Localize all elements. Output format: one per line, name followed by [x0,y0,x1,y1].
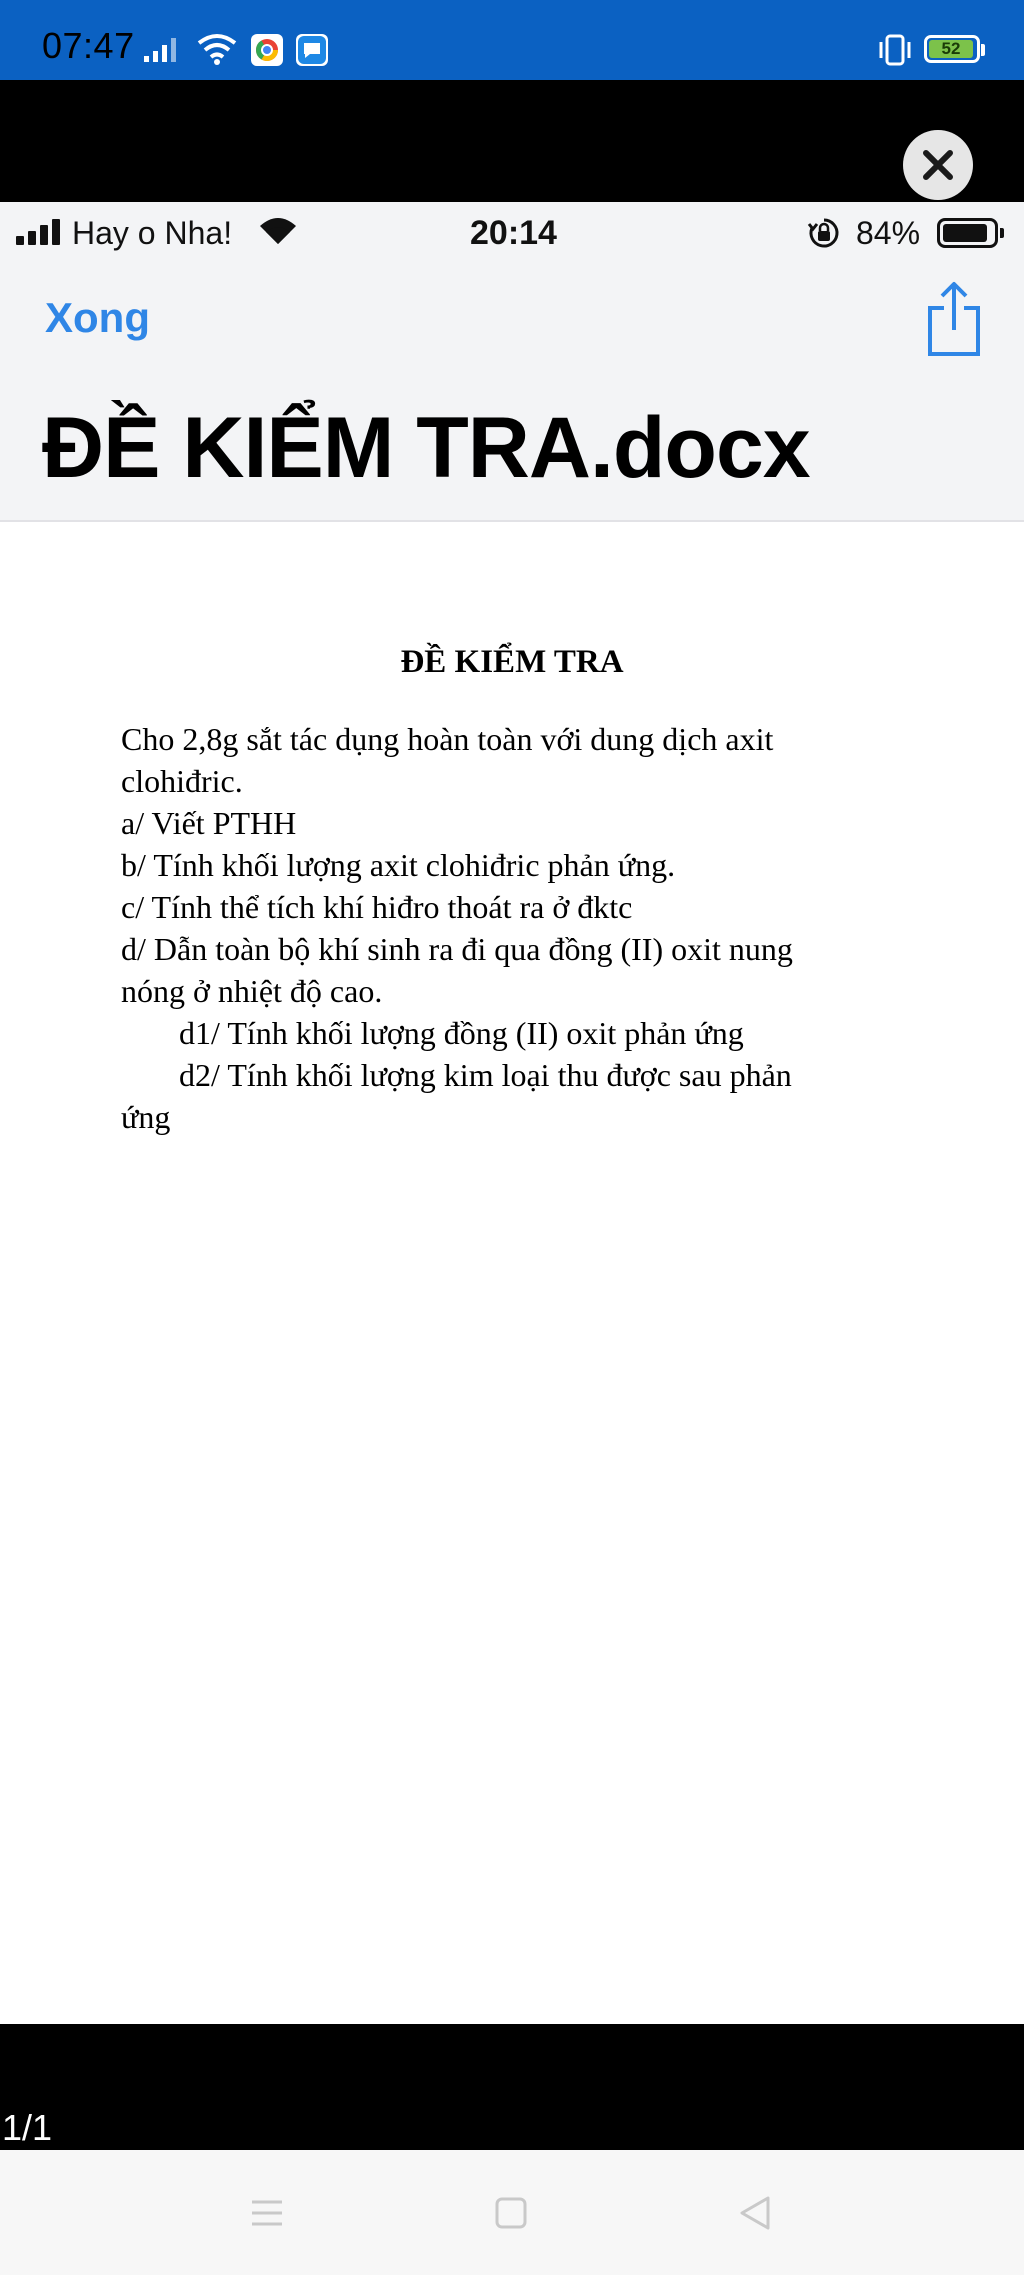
viewer-footer [0,2024,1024,2150]
close-icon [920,147,956,183]
document-line: ứng [121,1099,171,1135]
chrome-icon [251,34,283,66]
document-line: d2/ Tính khối lượng kim loại thu được sau phản [179,1057,792,1093]
document-line: nóng ở nhiệt độ cao. [121,973,383,1009]
ios-battery-cap [1000,228,1004,238]
ios-battery-percent: 84% [856,215,921,251]
document-line: d/ Dẫn toàn bộ khí sinh ra đi qua đồng (II) oxit nung [121,931,793,967]
document-line: d1/ Tính khối lượng đồng (II) oxit phản ứng [179,1015,744,1051]
share-button[interactable] [924,280,984,358]
orientation-lock-icon [807,216,841,250]
page-counter: 1/1 [2,2107,53,2148]
battery-level-text: 52 [941,39,961,58]
document-heading: ĐỀ KIỂM TRA [400,644,624,680]
close-button[interactable] [903,130,973,200]
home-icon[interactable] [495,2197,527,2229]
zalo-icon [296,34,328,66]
ios-carrier-name: Hay o Nha! [72,215,233,251]
menu-icon[interactable] [250,2196,284,2230]
document-line: c/ Tính thể tích khí hiđro thoát ra ở đktc [121,889,633,925]
ios-clock: 20:14 [470,214,557,252]
vibrate-icon [876,32,914,68]
document-line: b/ Tính khối lượng axit clohiđric phản ứng. [121,847,676,883]
share-icon [924,280,984,358]
document-title: ĐỀ KIỂM TRA.docx [42,400,810,496]
ios-wifi-icon [258,216,298,246]
ios-battery-fill [943,224,987,242]
signal-icon [142,32,186,64]
wifi-icon [196,32,238,66]
back-icon[interactable] [738,2195,772,2231]
document-line: a/ Viết PTHH [121,805,297,841]
android-clock: 07:47 [42,25,135,66]
document-line: Cho 2,8g sắt tác dụng hoàn toàn với dung dịch axit [121,721,774,757]
battery-cap [981,44,985,56]
document-body [121,718,881,1138]
ios-signal-icon [15,218,63,246]
document-line: clohiđric. [121,763,243,799]
done-button[interactable]: Xong [45,294,150,341]
